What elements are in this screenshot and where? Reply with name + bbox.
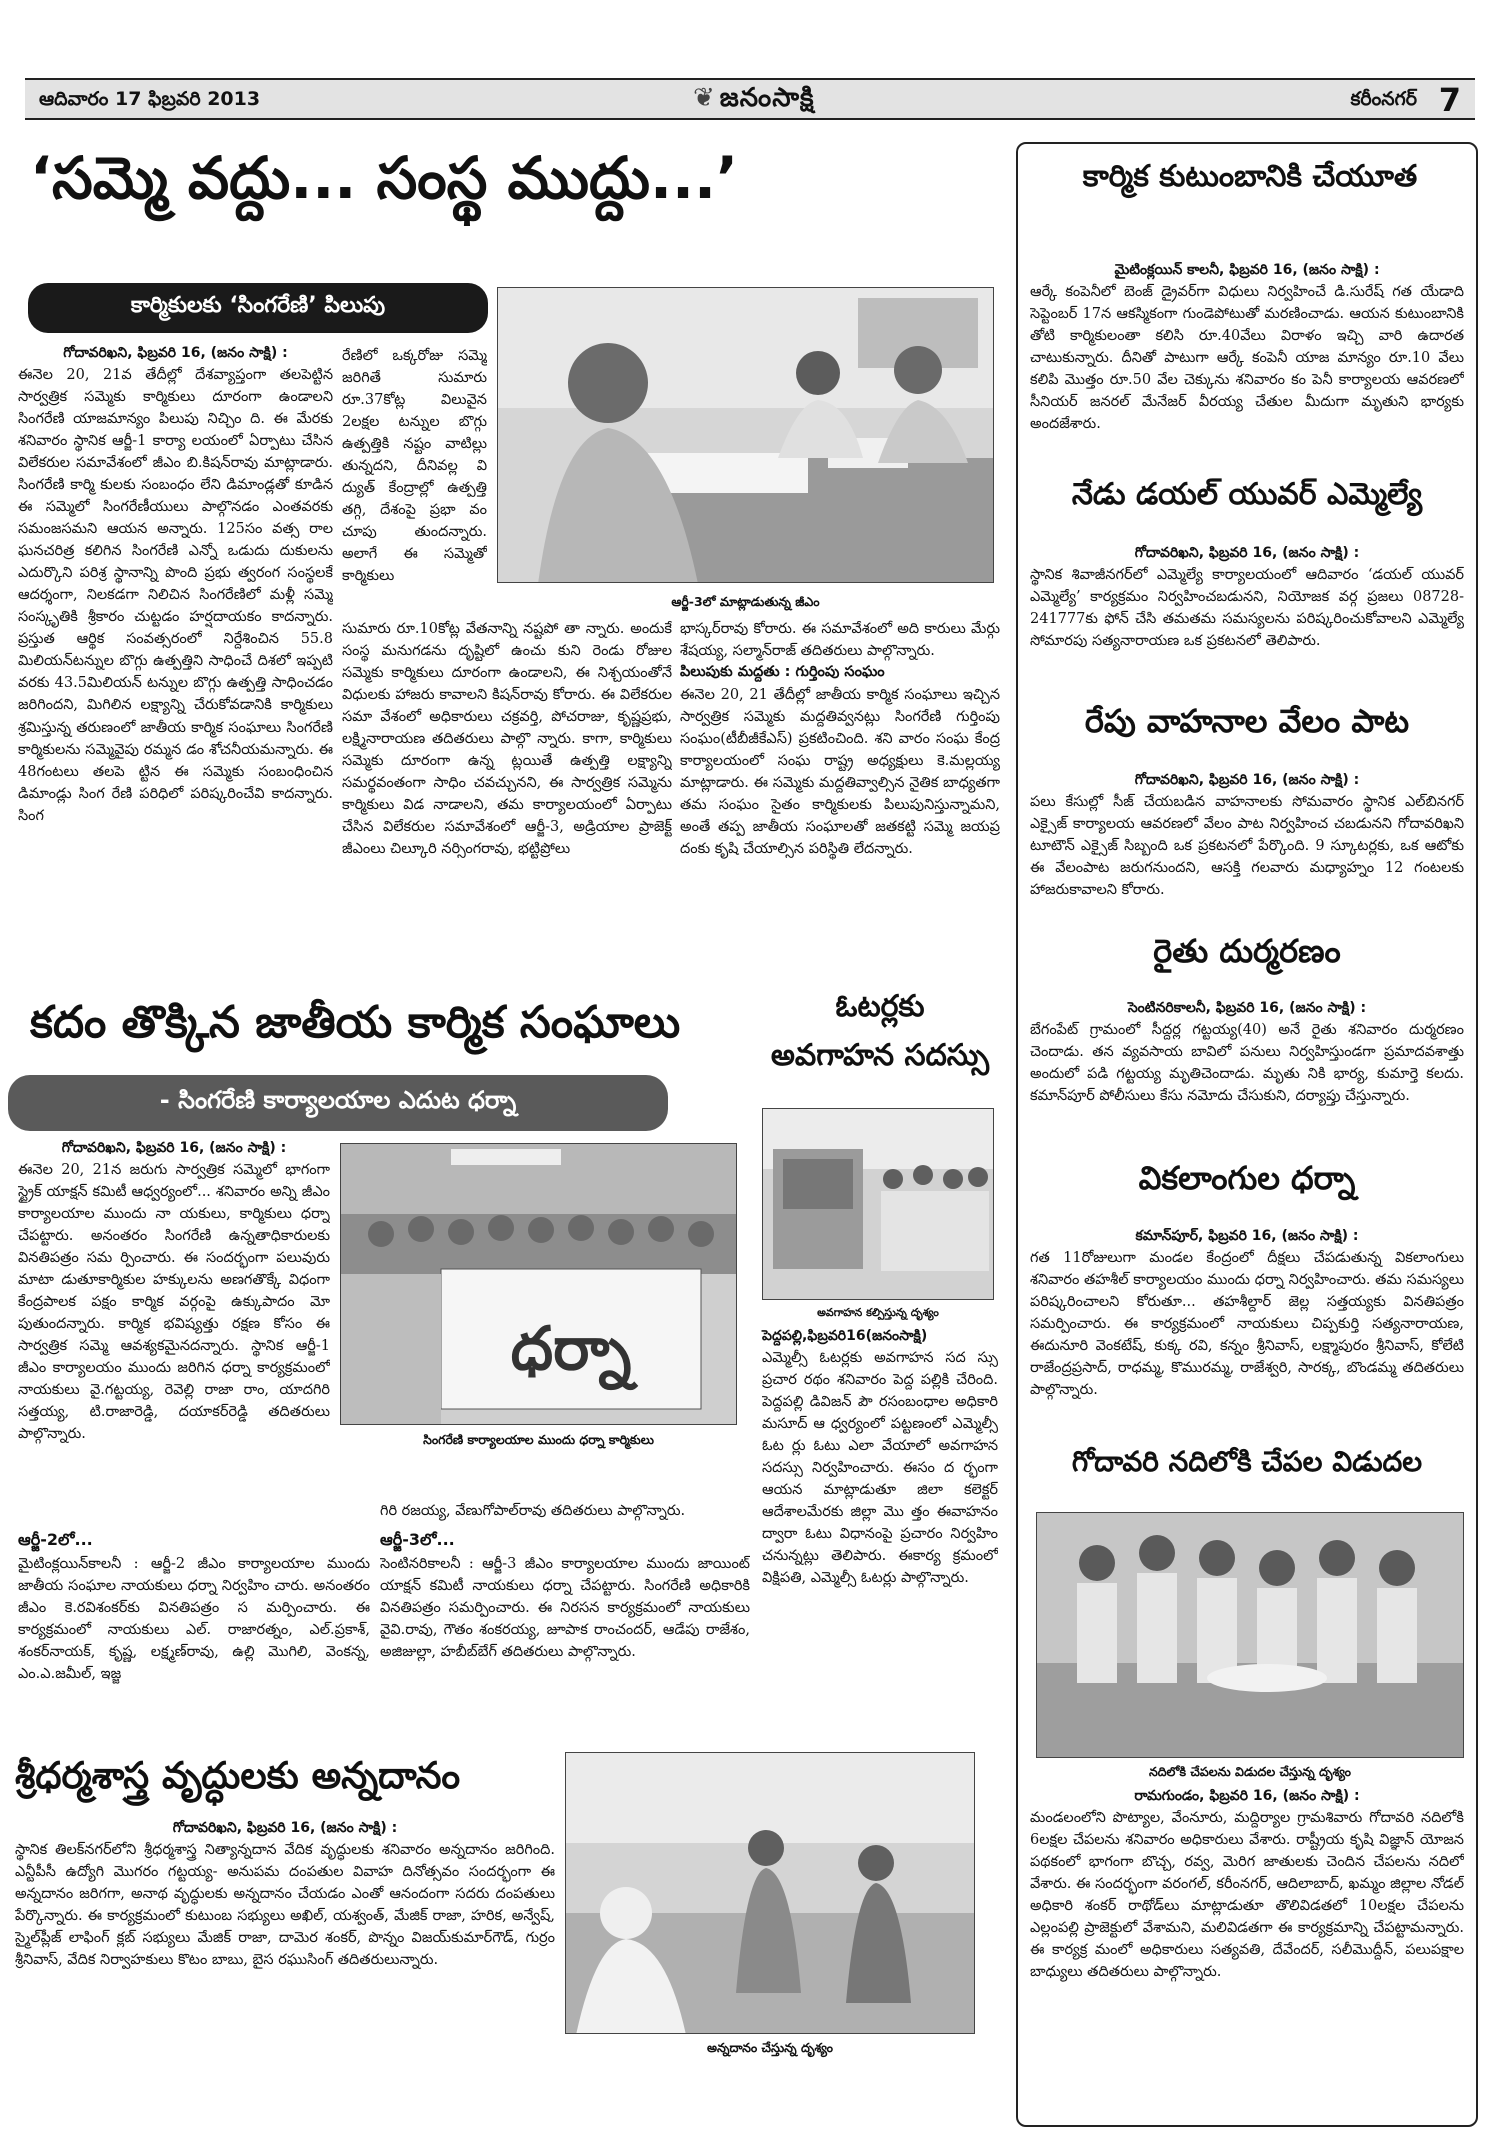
karmika-text: ఆర్కే కంపెనీలో బెంజ్ డ్రైవర్‌గా విధులు నిర్వహించే డి.సురేష్ గత యేడాది సెప్టెంబర్ 17న ఆకస్మికంగా గుండెపోటుతో మరణించాడు. ఆయన కుటుంబానికి తోటి కార్మికులంతా కలిసి రూ.40వేలు విరాళం ఇచ్చి వారి ఉదారత చాటుకున్నారు. దీనితో పాటుగా ఆర్కే కంపెనీ యాజ మాన్యం రూ.10 వేలు కలిపి మొత్తం రూ.50 వేల చెక్కును శనివారం కం పెనీ కార్యాలయ ఆవరణలో సీనియర్ జనరల్ మేనేజర్ వీరయ్య చేతుల మీదుగా మృతుని భార్యకు అందజేశారు.: [1030, 284, 1464, 433]
second-headline: కదం తొక్కిన జాతీయ కార్మిక సంఘాలు: [30, 997, 681, 1048]
fish-photo: [1036, 1512, 1464, 1758]
farmer-block: [1030, 1000, 1464, 1131]
fish-headline: గోదావరి నదిలోకి చేపల విడుదల: [1071, 1445, 1423, 1478]
issue-date: ఆదివారం 17 ఫిబ్రవరి 2013: [39, 88, 261, 110]
farmer-text: బేగంపేట్ గ్రామంలో సీద్దర్ల గట్టయ్య(40) అనే రైతు శనివారం దుర్మరణం చెందాడు. తన వ్యవసాయ బావిలో పనులు నిర్వహిస్తుండగా ప్రమాదవశాత్తు అందులో పడి గట్టయ్య మృతిచెందాడు. మృతు నికి భార్య, కుమార్తె కలదు. కమాన్‌పూర్ పోలీసులు కేసు నమోదు చేసుకుని, దర్యాప్తు చేస్తున్నారు.: [1030, 1022, 1464, 1105]
auction-headline: రేపు వాహనాల వేలం పాట: [1084, 702, 1410, 740]
fish-block: [1030, 1788, 1464, 2112]
main-story-col-3: [680, 618, 1000, 988]
dharna-photo: [340, 1143, 737, 1425]
main-story-text-2b: సుమారు రూ.10కోట్ల వేతనాన్ని నష్టపో తా న్నారు. అందుకే సంస్థ మనుగడను దృష్టిలో ఉంచు కుని రెండు రోజుల సమ్మెకు కార్మికులు దూరంగా ఉండాలని, ఈ నిశ్చయంతోనే విధులకు హాజరు కావాలని కిషన్‌రావు కోరారు. ఈ విలేకరుల సమా వేశంలో అధికారులు చక్రవర్తి, పోచరాజు, కృష్ణప్రభు, లక్ష్మినారాయణ తదితరులు పాల్గొ న్నారు. కాగా, కార్మికులు సమ్మెకు దూరంగా ఉన్న ట్లయితే ఉత్పత్తి లక్ష్యాన్ని సమర్థవంతంగా సాధిం చవచ్చునని, ఈ సార్వత్రిక సమ్మెను కార్మికులు విడ నాడాలని, తమ కార్యాలయంలో ఏర్పాటు చేసిన విలేకరుల సమావేశంలో ఆర్జీ-3, అడ్రియాల ప్రాజెక్ట్ జీఎంలు చిల్కూరి నర్సింగరావు, భట్టిప్రోలు: [342, 621, 672, 858]
main-story-col-2a: [342, 345, 487, 607]
voters-text-block: [762, 1328, 998, 1748]
dial-mla-headline: నేడు డయల్ యువర్ ఎమ్మెల్యే: [1071, 477, 1423, 512]
disabled-text: గత 11రోజులుగా మండల కేంద్రంలో దీక్షలు చేపడుతున్న వికలాంగులు శనివారం తహశీల్ కార్యాలయం ముందు ధర్నా నిర్వహించారు. తమ సమస్యలు పరిష్కరించాలని కోరుతూ... తహశీల్దార్ జెల్ల సత్తయ్యకు వినతిపత్రం సమర్పించారు. ఈ కార్యక్రమంలో నాయకులు చిప్పకుర్తి సత్యనారాయణ, ఈదునూరి వెంకటేష్, కుక్క రవి, కన్నం శ్రీనివాస్, లక్ష్మాపురం శ్రీనివాస్, కోలేటి రాజేంద్రప్రసాద్, రాధమ్మ, కొమురమ్మ, రాజేశ్వరి, సారక్క, బొండమ్మ తదితరులు పాల్గొన్నారు.: [1030, 1250, 1464, 1399]
main-story-tag: కార్మికులకు ‘సింగరేణి’ పిలుపు: [28, 283, 488, 333]
main-story-col-2b: [342, 618, 672, 988]
meeting-photo-icon: [498, 288, 994, 583]
main-story-dateline: గోదావరిఖని, ఫిబ్రవరి 16, (జనం సాక్షి) :: [63, 345, 288, 361]
main-story-subheading: పిలుపుకు మద్దతు : గుర్తింపు సంఘం: [680, 664, 885, 681]
voters-headline: [760, 990, 1000, 1073]
voters-photo: [762, 1108, 994, 1300]
dial-mla-dateline: గోదావరిఖని, ఫిబ్రవరి 16, (జనం సాక్షి) :: [1134, 545, 1360, 561]
dial-mla-text: స్థానిక శివాజీనగర్‌లో ఎమ్మెల్యే కార్యాలయంలో ఆదివారం ‘డయల్ యువర్ ఎమ్మెల్యే’ కార్యక్రమం నిర్వహించబడునని, నియోజక వర్గ ప్రజలు 08728-241777కు ఫోన్ చేసి తమతమ సమస్యలను పరిష్కరించుకోవాలని ఎమ్మెల్యే సోమారపు సత్యనారాయణ ఒక ప్రకటనలో తెలిపారు.: [1030, 567, 1464, 650]
voters-text: ఎమ్మెల్సీ ఓటర్లకు అవగాహన సద స్సు ప్రచార రథం శనివారం పెద్ద పల్లికి చేరింది. పెద్దపల్లి డివిజన్ పౌ రసంబంధాల అధికారి మసూద్ ఆ ధ్వర్యంలో పట్టణంలో ఎమ్మెల్సీ ఓట ర్లు ఓటు ఎలా వేయాలో అవగాహన సదస్సు నిర్వహించారు. ఈసం ద ర్భంగా ఆయన మాట్లాడుతూ జిలా కలెక్టర్ ఆదేశాలమేరకు జిల్లా మొ త్తం ఈవాహనం ద్వారా ఓటు విధానంపై ప్రచారం నిర్వహిం చనున్నట్లు తెలిపారు. ఈకార్య క్రమంలో విక్షిపతి, ఎమ్మెల్సీ ఓటర్లు పాల్గొన్నారు.: [762, 1350, 998, 1587]
awareness-van-photo-icon: [763, 1109, 994, 1300]
dharna-photo-caption: సింగరేణి కార్యాలయాల ముందు ధర్నా కార్మికులు: [423, 1432, 654, 1447]
edition-place: కరీంనగర్: [1350, 88, 1417, 110]
main-story-photo-caption: ఆర్జీ-3లో మాట్లాడుతున్న జీఎం: [671, 594, 820, 609]
voters-dateline: పెద్దపల్లి,ఫిబ్రవరి16(జనంసాక్షి): [762, 1328, 928, 1344]
disabled-dateline: కమాన్‌పూర్, ఫిబ్రవరి 16, (జనం సాక్షి) :: [1135, 1228, 1359, 1244]
rg2-text: మైటింక్లయిన్‌కాలనీ : ఆర్జీ-2 జీఎం కార్యాలయాల ముందు జాతీయ సంఘాల నాయకులు ధర్నా నిర్వహిం చారు. అనంతరం జీఎం కె.రవిశంకర్‌కు వినతిపత్రం స మర్పించారు. ఈ కార్యక్రమంలో నాయకులు ఎల్. రాజారత్నం, ఎల్.ప్రకాశ్, శంకర్‌నాయక్, కృష్ణ, లక్ష్మణ్‌రావు, ఉల్లి మొగిలి, వెంకన్న, ఎం.ఎ.జమీల్, ఇజ్జ: [18, 1556, 370, 1683]
annadanam-photo-caption: అన్నదానం చేస్తున్న దృశ్యం: [706, 2040, 834, 2055]
karmika-block: [1030, 262, 1464, 466]
karmika-dateline: మైటింక్లయిన్ కాలనీ, ఫిబ్రవరి 16, (జనం సాక్షి) :: [1114, 262, 1380, 278]
annadanam-text-block: [15, 1820, 555, 2120]
auction-dateline: గోదావరిఖని, ఫిబ్రవరి 16, (జనం సాక్షి) :: [1134, 772, 1360, 788]
food-serving-photo-icon: [566, 1753, 975, 2034]
dial-mla-block: [1030, 545, 1464, 674]
page-number: 7: [1438, 81, 1461, 119]
main-story-text-1: ఈనెల 20, 21వ తేదీల్లో దేశవ్యాప్తంగా తలపెట్టిన సార్వత్రిక సమ్మెకు కార్మికులు దూరంగా ఉండాలని సింగరేణి యాజమాన్యం పిలుపు నిచ్చిం ది. ఈ మేరకు శనివారం స్థానిక ఆర్జీ-1 కార్యా లయంలో ఏర్పాటు చేసిన విలేకరుల సమావేశంలో జీఎం బి.కిషన్‌రావు మాట్లాడారు. సింగరేణి కార్మి కులకు సంబంధం లేని డిమాండ్లతో కూడిన ఈ సమ్మెలో సింగరేణీయులు పాల్గొనడం ఎంతవరకు సమంజసమని ఆయన అన్నారు. 125సం వత్స రాల ఘనచరిత్ర కలిగిన సింగరేణి ఎన్నో ఒడుదు దుకులను ఎదుర్కొని పరిశ్ర స్థానాన్ని పొంది ప్రభు త్వరంగ సంస్థలకే ఆదర్శంగా, నిలకడగా నిలిచిన సింగరేణిలో మళ్లీ సమ్మె సంస్కృతికి శ్రీకారం చుట్టడం హర్షదాయకం కాదన్నారు. ప్రస్తుత ఆర్థిక సంవత్సరంలో నిర్దేశించిన 55.8 మిలియన్‌టన్నుల బొగ్గు ఉత్పత్తిని సాధించే దిశలో ఇప్పటి వరకు 43.5మిలియన్ టన్నుల బొగ్గు ఉత్పత్తి సాధించడం జరిగిందని, మిగిలిన లక్ష్యాన్ని చేరుకోవడానికి కార్మికులు శ్రమిస్తున్న తరుణంలో జాతీయ కార్మిక సంఘాలు సింగరేణి కార్మికులను సమ్మెవైపు రమ్మన డం శోచనీయమన్నారు. ఈ 48గంటలు తలపె ట్టిన ఈ సమ్మెకు సంబంధించిన డిమాండ్లు సింగ రేణి పరిధిలో పరిష్కరించేవి కాదన్నారు. సింగ: [18, 367, 333, 824]
voters-headline-line-2: అవగాహన సదస్సు: [770, 1037, 990, 1073]
fish-photo-caption: నదిలోకి చేపలను విడుదల చేస్తున్న దృశ్యం: [1148, 1764, 1352, 1779]
disabled-block: [1030, 1228, 1464, 1427]
main-story-text-3: భాస్కర్‌రావు కోరారు. ఈ సమావేశంలో అది కారులు మేర్గు శేషయ్య, సల్మాన్‌రాజ్ తదితరులు పాల్గొన్నారు.: [680, 621, 1000, 660]
voters-headline-line-1: ఓటర్లకు: [835, 989, 925, 1024]
auction-text: పలు కేసుల్లో సీజ్ చేయబడిన వాహనాలకు సోమవారం స్థానిక ఎల్‌బినగర్ ఎక్సైజ్ కార్యాలయ ఆవరణలో వేలం పాట నిర్వహించ చబడునని గోదావరిఖని టూటౌన్ ఎక్సైజ్ సిబ్బంది ఒక ప్రకటనలో పేర్కొంది. 9 స్కూటర్లకు, ఒక ఆటోకు ఈ వేలంపాట జరుగనుందని, ఆసక్తి గలవారు మధ్యాహ్నం 12 గంటలకు హాజరుకావాలని కోరారు.: [1030, 794, 1464, 899]
page-header: [25, 78, 1475, 120]
fish-dateline: రామగుండం, ఫిబ్రవరి 16, (జనం సాక్షి) :: [1134, 1788, 1360, 1804]
second-story-mid-line: గిరి రజయ్య, వేణుగోపాల్‌రావు తదితరులు పాల్గొన్నారు.: [380, 1503, 686, 1519]
main-story-text-2a: రేణిలో ఒక్కరోజు సమ్మె జరిగితే సుమారు రూ.37కోట్ల విలువైన 2లక్షల టన్నుల బొగ్గు ఉత్పత్తికి నష్టం వాటిల్లు తున్నదని, దీనివల్ల వి ద్యుత్ కేంద్రాల్లో ఉత్పత్తి తగ్గి, దేశంపై ప్రభా వం చూపు తుందన్నారు. అలాగే ఈ సమ్మెతో కార్మికులు: [342, 348, 487, 585]
second-story-dateline: గోదావరిఖని, ఫిబ్రవరి 16, (జనం సాక్షి) :: [61, 1140, 287, 1156]
main-story-col-1: [18, 345, 333, 985]
main-headline: ‘సమ్మె వద్దు... సంస్థ ముద్దు...’: [30, 144, 739, 212]
main-story-photo: [497, 287, 994, 583]
fish-release-photo-icon: [1037, 1513, 1464, 1758]
rg3-text: సెంటినరికాలనీ : ఆర్జీ-3 జీఎం కార్యాలయాల ముందు జాయింట్ యాక్షన్ కమిటీ నాయకులు ధర్నా చేపట్టారు. సింగరేణి అధికారికి వినతిపత్రం సమర్పించారు. ఈ నిరసన కార్యక్రమంలో నాయకులు వైవి.రావు, గౌతం శంకరయ్య, జూపాక రాంచందర్, ఆడేపు రాజేశం, అజిజుల్లా, హబీబ్‌బేగ్ తదితరులు పాల్గొన్నారు.: [380, 1556, 750, 1661]
second-story-mid: [380, 1500, 750, 1522]
annadanam-photo: [565, 1752, 975, 2034]
karmika-headline: కార్మిక కుటుంబానికి చేయూత: [1082, 159, 1418, 194]
second-story-text-1: ఈనెల 20, 21న జరుగు సార్వత్రిక సమ్మెలో భాగంగా స్ట్రైక్ యాక్షన్ కమిటీ ఆధ్వర్యంలో... శనివారం అన్ని జీఎం కార్యాలయాల ముందు నా యకులు, కార్మికులు ధర్నా చేపట్టారు. అనంతరం సింగరేణి ఉన్నతాధికారులకు వినతిపత్రం సమ ర్పించారు. ఈ సందర్భంగా పలువురు మాటా డుతూకార్మికుల హక్కులను అణగతొక్కే విధంగా కేంద్రపాలక పక్షం కార్మిక వర్గంపై ఉక్కుపాదం మో పుతుందన్నారు. కార్మిక భవిష్యత్తు రక్షణ కోసం ఈ సార్వత్రిక సమ్మె ఆవశ్యకమైనదన్నారు. స్థానిక ఆర్జీ-1 జీఎం కార్యాలయం ముందు జరిగిన ధర్నా కార్యక్రమంలో నాయకులు వై.గట్టయ్య, రెవెల్లి రాజా రాం, యాదగిరి సత్తయ్య, టి.రాజారెడ్డి, దయాకర్‌రెడ్డి తదితరులు పాల్గొన్నారు.: [18, 1162, 330, 1443]
rg3-subheading: ఆర్జీ-3లో...: [380, 1530, 455, 1549]
masthead: ❦ జనంసాక్షి: [693, 83, 815, 113]
auction-block: [1030, 772, 1464, 903]
fish-text: మండలంలోని పొట్యాల, వేంనూరు, మద్దిర్యాల గ్రామశివారు గోదావరి నదిలోకి 6లక్షల చేపలను శనివారం అధికారులు వేశారు. రాష్ట్రీయ కృషి విజ్ఞాన్ యోజన పథకంలో భాగంగా బొచ్చ, రవ్వ, మెరిగ జాతులకు చెందిన చేపలను నదిలో వేశారు. ఈ సందర్భంగా వరంగల్, కరీంనగర్, ఆదిలాబాద్, ఖమ్మం జిల్లాల నోడల్ అధికారి శంకర్ రాథోడ్‌లు మాట్లాడుతూ తొలివిడతలో 10లక్షల చేపలను ఎల్లంపల్లి ప్రాజెక్టులో వేశామని, మలివిడతగా ఈ కార్యక్రమాన్ని చేపట్టామన్నారు. ఈ కార్యక్ర మంలో అధికారులు సత్యవతి, దేవేందర్, సలీమొద్దీన్, పలుపక్షాల బాధ్యులు తదితరులు పాల్గొన్నారు.: [1030, 1810, 1464, 1981]
second-story-tag: - సింగరేణి కార్యాలయాల ఎదుట ధర్నా: [8, 1075, 668, 1131]
main-story-text-3b: ఈనెల 20, 21 తేదీల్లో జాతీయ కార్మిక సంఘాలు ఇచ్చిన సార్వత్రిక సమ్మెకు మద్దతివ్వనట్లు సింగరేణి గుర్తింపు సంఘం(టీబీజీకేఎస్) ప్రకటించింది. శని వారం సంఘ కేంద్ర కార్యాలయంలో సంఘ రాష్ట్ర అధ్యక్షులు కె.మల్లయ్య మాట్లాడారు. ఈ సమ్మెకు మద్దతివ్వాల్సిన నైతిక బాధ్యతగా తమ సంఘం సైతం కార్మికులకు పిలుపునిస్తున్నామని, అంతే తప్ప జాతీయ సంఘాలతో జతకట్టి సమ్మె జయప్ర దంకు కృషి చేయాల్సిన పరిస్థితి లేదన్నారు.: [680, 687, 1000, 858]
second-story-col-1: [18, 1140, 330, 1520]
annadanam-text: స్థానిక తిలక్‌నగర్‌లోని శ్రీధర్మశాస్త్ర నిత్యాన్నదాన వేదిక వృద్ధులకు శనివారం అన్నదానం జరిగింది. ఎన్టీపీసీ ఉద్యోగి మొగరం గట్టయ్య- అనుపమ దంపతుల వివాహ దినోత్సవం సందర్భంగా ఈ అన్నదానం జరిగగా, అనాథ వృద్ధులకు అన్నదానం చేయడం ఎంతో ఆనందంగా సదరు దంపతులు పేర్కొన్నారు. ఈ కార్యక్రమంలో కుటుంబ సభ్యులు అఖిల్, యశ్వంత్, మేజిక్ రాజా, హరిక, అన్వేష్, స్మైల్‌ప్లీజ్ లాఫింగ్ క్లబ్ సభ్యులు మేజిక్ రాజా, దామెర శంకర్, పొన్నం విజయ్‌కుమార్‌గౌడ్, గుర్రం శ్రీనివాస్, వేదిక నిర్వాహకులు కొటం బాబు, బైస రఘుసింగ్ తదితరులున్నారు.: [15, 1842, 555, 1969]
rg3-section: [380, 1530, 750, 1740]
disabled-headline: వికలాంగుల ధర్నా: [1138, 1159, 1356, 1197]
annadanam-headline: శ్రీధర్మశాస్త్ర వృద్ధులకు అన్నదానం: [15, 1754, 461, 1797]
rg2-subheading: ఆర్జీ-2లో...: [18, 1530, 93, 1549]
farmer-headline: రైతు దుర్మరణం: [1153, 932, 1341, 970]
voters-photo-caption: అవగాహన కల్పిస్తున్న దృశ్యం: [817, 1306, 939, 1319]
protest-photo-icon: [341, 1144, 737, 1425]
annadanam-dateline: గోదావరిఖని, ఫిబ్రవరి 16, (జనం సాక్షి) :: [172, 1820, 398, 1836]
leaf-icon: ❦: [693, 83, 716, 113]
dharna-banner-text: ధర్నా: [510, 1314, 632, 1384]
rg2-section: [18, 1530, 370, 1740]
farmer-dateline: సెంటినరికాలనీ, ఫిబ్రవరి 16, (జనం సాక్షి) :: [1127, 1000, 1367, 1016]
